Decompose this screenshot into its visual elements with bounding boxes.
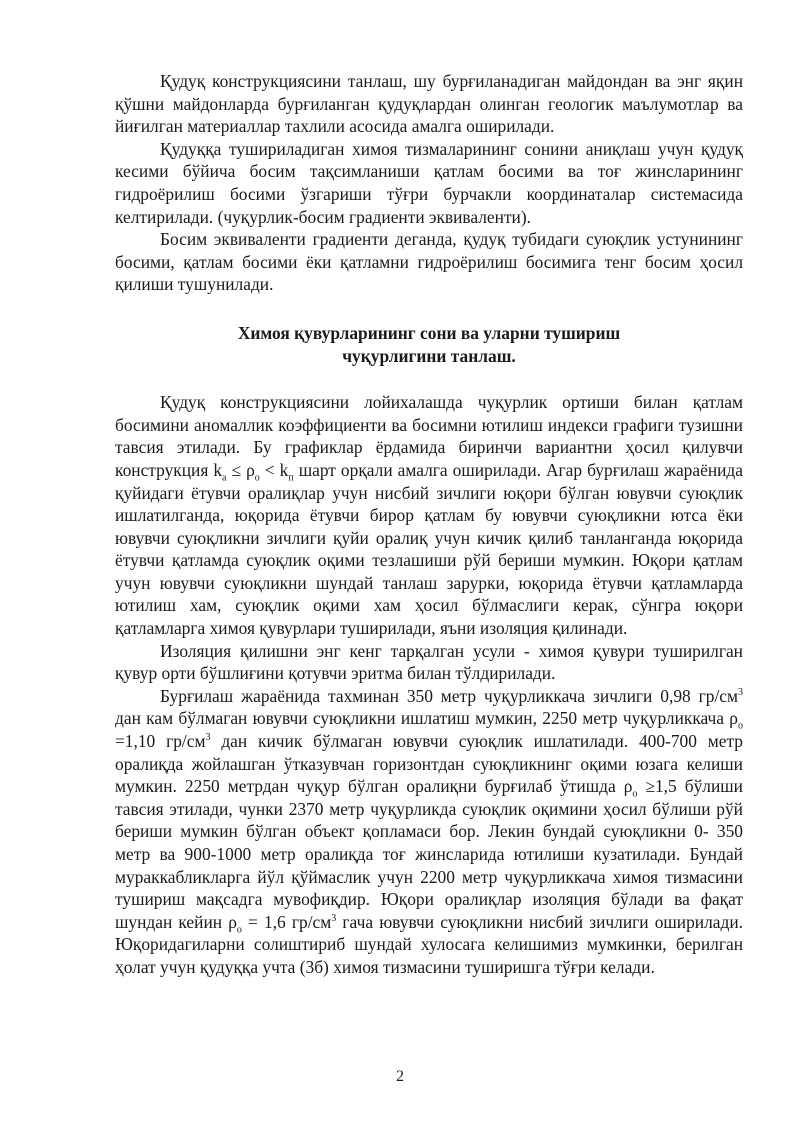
paragraph-design-graphs	[115, 391, 743, 640]
text-run: = 1,6 гр/см	[241, 911, 332, 932]
text-run: шарт орқали амалга оширилади. Агар бурғилаш жараёнида қуйидаги ётувчи оралиқлар учун нисбий зичлиги юқори бўлган ювувчи суюқлик ишлатилганда, юқорида ётувчи бирор қатлам бу ювувчи суюқликни ютса ёки ювувчи суюқликни зичлиги қуйи оралиқ учун кичик қилиб танланганда юқорида ётувчи қатламда суюқлик оқими тезлашиши рўй бериши мумкин. Юқори қатлам учун ювувчи суюқликни шундай танлаш зарурки, юқорида ётувчи қатламларда ютилиш хам, суюқлик оқими хам ҳосил бўлмаслиги керак, сўнгра юқори қатламларга химоя қувурлари туширилади, яъни изоляция қилинади.	[115, 459, 743, 639]
superscript: 3	[331, 912, 337, 924]
subscript: о	[632, 788, 638, 800]
subscript: о	[738, 720, 743, 732]
text-run: =1,10 гр/см	[115, 731, 206, 752]
subscript: о	[236, 924, 242, 936]
paragraph-construction-choice: Қудуқ конструкциясини танлаш, шу бурғиланадиган майдондан ва энг яқин қўшни майдонларда бурғиланган қудуқлардан олинган геологик маълумотлар ва йиғилган материаллар тахлили асосида амалга оширилади.	[115, 71, 743, 137]
subscript: а	[222, 472, 227, 484]
paragraph-gradient-definition: Босим эквиваленти градиенти деганда, қудуқ тубидаги суюқлик устунининг босими, қатлам босими ёки қатламни гидроёрилиш босимига тенг босим ҳосил қилиши тушунилади.	[115, 229, 743, 295]
text-run: < k	[259, 459, 289, 480]
section-heading-line-2: чуқурлигини танлаш.	[342, 345, 516, 366]
text-run: гача ювувчи суюқликни нисбий зичлиги оширилади. Юқоридагиларни солиштириб шундай хулосага келишимиз мумкинки, берилган ҳолат учун қудуққа учта (3б) химоя тизмасини туширишга тўғри келади.	[115, 911, 744, 977]
superscript: 3	[205, 732, 211, 744]
text-run: Бурғилаш жараёнида тахминан 350 метр чуқурликкача зичлиги 0,98 гр/см	[160, 685, 738, 706]
subscript: о	[254, 472, 260, 484]
section-heading-line-1: Химоя қувурларининг сони ва уларни тушириш	[237, 322, 621, 343]
paragraph-isolation-method: Изоляция қилишни энг кенг тарқалган усули - химоя қувури туширилган қувур орти бўшлиғини қотувчи эритма билан тўлдирилади.	[115, 640, 743, 684]
text-run: дан кичик бўлмаган ювувчи суюқлик ишлатилади. 400-700 метр оралиқда жойлашган ўтказувчан горизонтдан суюқликнинг оқими юзага келиши мумкин. 2250 метрдан чуқур бўлган оралиқни бурғилаб ўтишда ρ	[115, 731, 743, 797]
document-page	[115, 70, 743, 979]
text-run: дан кам бўлмаган ювувчи суюқликни ишлатиш мумкин, 2250 метр чуқурликкача ρ	[115, 708, 738, 729]
superscript: 3	[738, 687, 743, 699]
page-number: 2	[396, 1068, 404, 1085]
paragraph-pressure-distribution: Қудуққа тушириладиган химоя тизмаларининг сонини аниқлаш учун қудуқ кесими бўйича босим тақсимланиши қатлам босими ва тоғ жинсларининг гидроёрилиш босими ўзгариши тўғри бурчакли координаталар системасида келтирилади. (чуқурлик-босим градиенти эквиваленти).	[115, 138, 743, 227]
text-run: ≥1,5 бўлиши тавсия этилади, чунки 2370 метр чуқурликда суюқлик оқимини ҳосил бўлиши рўй бериши мумкин бўлган объект қопламаси бор. Лекин бундай суюқликни 0- 350 метр ва 900-1000 метр оралиқда тоғ жинсларида ютилиши кузатилади. Бундай мураккабликларга йўл қўймаслик учун 2200 метр чуқурликкача химоя тизмасини тушириш мақсадга мувофиқдир. Юқори оралиқлар изоляция бўлади ва фақат шундан кейин ρ	[115, 776, 743, 932]
section-heading	[115, 322, 743, 367]
subscript: п	[288, 472, 294, 484]
text-run: ≤ ρ	[226, 459, 255, 480]
paragraph-drilling-densities	[115, 685, 743, 979]
text-run: Қудуқ конструкциясини лойихалашда чуқурлик ортиши билан қатлам босимини аномаллик коэффициенти ва босимни ютилиш индекси графиги тузишни тавсия этилади. Бу графиклар ёрдамида биринчи вариантни ҳосил қилувчи конструкция k	[115, 392, 743, 480]
